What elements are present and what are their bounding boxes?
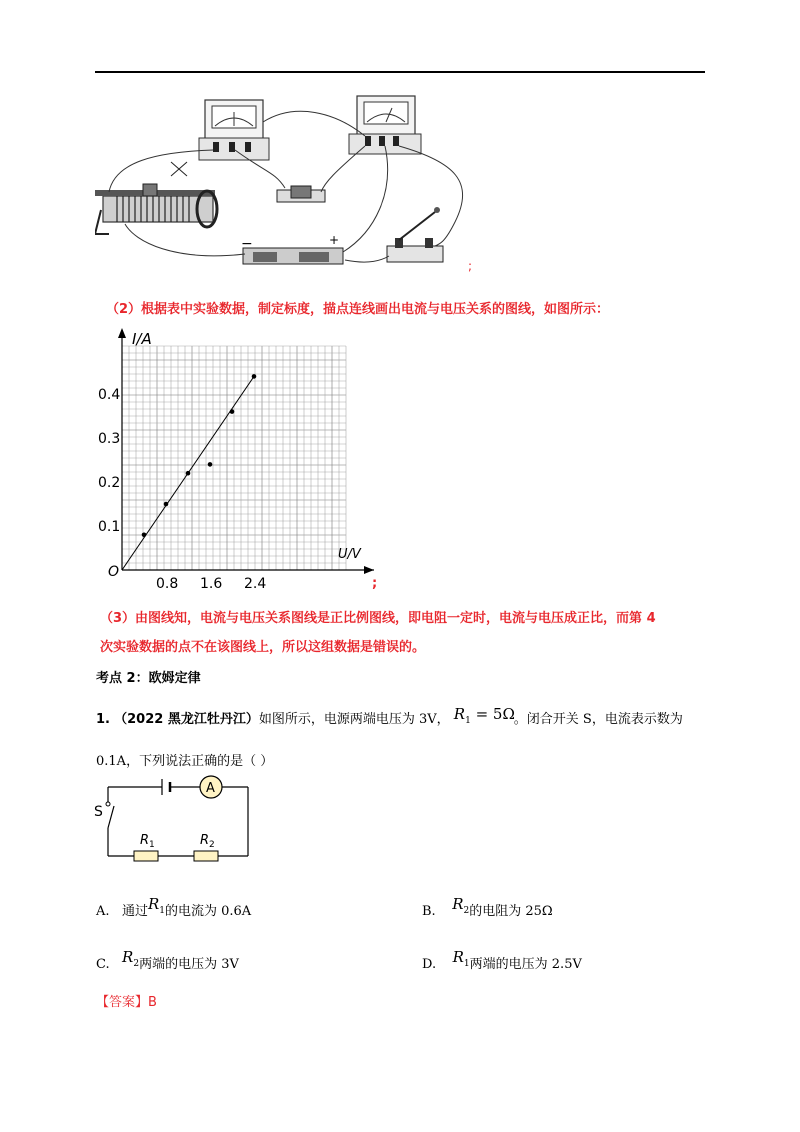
data-point <box>208 462 213 467</box>
battery-minus-label: − <box>241 236 253 252</box>
circuit-diagram <box>94 770 264 866</box>
ammeter-device <box>199 100 269 160</box>
option-b[interactable]: B. $R_2$的电阻为 25Ω <box>422 895 553 919</box>
y-tick-label: 0.2 <box>98 475 121 491</box>
battery-device <box>241 233 343 264</box>
option-a[interactable]: A. 通过$R_1$的电流为 0.6A <box>96 895 252 919</box>
option-d[interactable]: D. $R_1$两端的电压为 2.5V <box>422 948 582 972</box>
section-heading: 考点 2：欧姆定律 <box>96 671 201 686</box>
ammeter-label: A <box>206 781 215 796</box>
y-tick-label: 0.4 <box>98 387 121 403</box>
question-formula: $R_1 = 5\Omega$ <box>453 705 515 726</box>
step2-text: （2）根据表中实验数据，制定标度，描点连线画出电流与电压关系的图线，如图所示： <box>106 302 610 317</box>
y-tick-label: 0.3 <box>98 431 121 447</box>
origin-label: O <box>108 564 120 580</box>
y-axis-label: I/A <box>132 330 152 348</box>
data-point <box>142 533 147 538</box>
data-point <box>164 502 169 507</box>
step3-line2: 次实验数据的点不在该图线上，所以这组数据是错误的。 <box>100 640 426 655</box>
answer-text: 【答案】B <box>96 995 157 1010</box>
data-point <box>186 471 191 476</box>
question-line2: 0.1A，下列说法正确的是（ ） <box>96 754 274 769</box>
x-tick-label: 0.8 <box>156 576 179 592</box>
chart-grid <box>122 346 346 570</box>
data-point <box>252 374 257 379</box>
switch-label: S <box>94 804 103 820</box>
x-axis-arrow <box>364 566 374 574</box>
step3-line1: （3）由图线知，电流与电压关系图线是正比例图线，即电阻一定时，电流与电压成正比，而第 4 <box>100 611 656 626</box>
x-tick-labels <box>156 576 266 592</box>
iu-chart <box>94 322 390 592</box>
option-c[interactable]: C. $R_2$两端的电压为 3V <box>96 948 239 972</box>
x-tick-label: 1.6 <box>200 576 223 592</box>
x-axis-label: U/V <box>338 547 361 562</box>
question-text-a: 如图所示，电源两端电压为 3V， <box>258 712 450 727</box>
question-text-b: 。闭合开关 S，电流表示数为 <box>513 712 683 727</box>
question-number: 1. <box>96 712 110 727</box>
r2-label: $R_2$ <box>200 833 215 850</box>
battery-plus-label: + <box>329 233 340 247</box>
y-tick-label: 0.1 <box>98 519 121 535</box>
resistor-r2-symbol <box>194 851 218 861</box>
question-line1 <box>96 705 683 730</box>
y-axis-arrow <box>118 328 126 338</box>
data-point <box>230 409 235 414</box>
graph-semicolon: ; <box>372 576 378 591</box>
rheostat-device <box>95 162 217 234</box>
resistor-r1-symbol <box>134 851 158 861</box>
r1-label: $R_1$ <box>140 833 155 850</box>
header-rule <box>95 71 705 73</box>
switch-device <box>387 207 443 262</box>
voltmeter-device <box>349 96 421 154</box>
x-tick-label: 2.4 <box>244 576 267 592</box>
question-source: （2022 黑龙江牡丹江） <box>114 712 259 727</box>
switch-contact <box>106 802 110 806</box>
apparatus-figure <box>95 92 485 278</box>
apparatus-semicolon: ; <box>468 259 473 273</box>
resistor-device <box>277 186 325 202</box>
y-tick-labels <box>98 387 120 535</box>
